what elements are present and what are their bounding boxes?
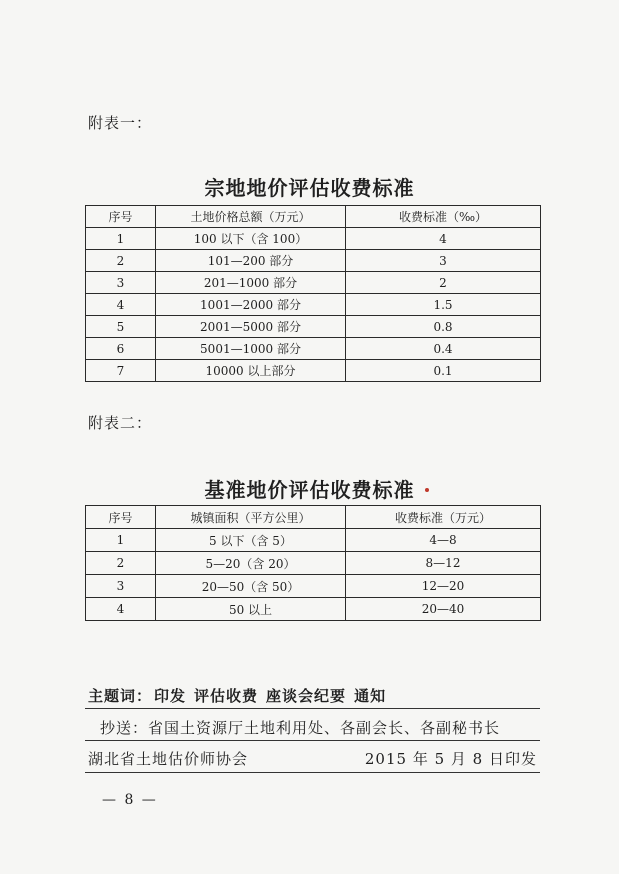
table-cell: 2 — [86, 250, 156, 272]
appendix2-label: 附表二： — [88, 414, 153, 432]
table-cell: 12—20 — [346, 575, 541, 598]
table-cell: 4 — [86, 598, 156, 621]
table-cell: 0.8 — [346, 316, 541, 338]
table-cell: 1 — [86, 529, 156, 552]
table-cell: 50 以上 — [156, 598, 346, 621]
header-cell: 收费标准（‰） — [346, 206, 541, 228]
table-cell: 2 — [86, 552, 156, 575]
appendix2-title: 基准地价评估收费标准 — [204, 478, 415, 502]
table-cell: 1 — [86, 228, 156, 250]
header-cell: 城镇面积（平方公里） — [156, 506, 346, 529]
divider — [85, 772, 540, 773]
table-cell: 3 — [346, 250, 541, 272]
table-row — [86, 294, 541, 316]
issue-date: 2015 年 5 月 8 日印发 — [364, 750, 537, 768]
table-header-row — [86, 206, 541, 228]
appendix1-title: 宗地地价评估收费标准 — [204, 176, 415, 200]
table-cell: 4 — [86, 294, 156, 316]
keyword: 通知 — [354, 687, 387, 705]
table-cell: 10000 以上部分 — [156, 360, 346, 382]
divider — [85, 708, 540, 709]
table-cell: 8—12 — [346, 552, 541, 575]
table-cell: 100 以下（含 100） — [156, 228, 346, 250]
table-cell: 201—1000 部分 — [156, 272, 346, 294]
table-cell: 7 — [86, 360, 156, 382]
table-cell: 5 以下（含 5） — [156, 529, 346, 552]
header-cell: 土地价格总额（万元） — [156, 206, 346, 228]
keywords-line — [88, 685, 394, 706]
table-cell: 3 — [86, 272, 156, 294]
keyword: 评估收费 — [194, 687, 259, 705]
table-cell: 4 — [346, 228, 541, 250]
table-header-row — [86, 506, 541, 529]
red-ink-mark — [425, 488, 429, 492]
table-row — [86, 250, 541, 272]
issuing-organization: 湖北省土地估价师协会 — [88, 750, 249, 768]
table-cell: 2001—5000 部分 — [156, 316, 346, 338]
table-cell: 0.4 — [346, 338, 541, 360]
header-cell: 收费标准（万元） — [346, 506, 541, 529]
table-row — [86, 228, 541, 250]
table-cell: 2 — [346, 272, 541, 294]
appendix1-table — [85, 205, 541, 382]
table-cell: 20—40 — [346, 598, 541, 621]
table-row — [86, 272, 541, 294]
table-row — [86, 360, 541, 382]
table-row — [86, 598, 541, 621]
table-row — [86, 552, 541, 575]
table-cell: 5001—1000 部分 — [156, 338, 346, 360]
table-cell: 1.5 — [346, 294, 541, 316]
table-row — [86, 338, 541, 360]
table-cell: 5 — [86, 316, 156, 338]
table-cell: 101—200 部分 — [156, 250, 346, 272]
appendix1-label: 附表一： — [88, 114, 153, 132]
header-cell: 序号 — [86, 506, 156, 529]
table-row — [86, 575, 541, 598]
table-row — [86, 529, 541, 552]
appendix2-table — [85, 505, 541, 621]
page-number: — 8 — — [102, 792, 158, 808]
table-row — [86, 316, 541, 338]
keyword: 印发 — [154, 687, 187, 705]
table-cell: 6 — [86, 338, 156, 360]
table-cell: 1001—2000 部分 — [156, 294, 346, 316]
divider — [85, 740, 540, 741]
table-cell: 4—8 — [346, 529, 541, 552]
table-cell: 5—20（含 20） — [156, 552, 346, 575]
keywords-label: 主题词： — [88, 687, 153, 705]
cc-line: 抄送：省国土资源厅土地利用处、各副会长、各副秘书长 — [100, 719, 501, 737]
table-cell: 20—50（含 50） — [156, 575, 346, 598]
table-cell: 0.1 — [346, 360, 541, 382]
header-cell: 序号 — [86, 206, 156, 228]
keyword: 座谈会纪要 — [266, 687, 347, 705]
table-cell: 3 — [86, 575, 156, 598]
